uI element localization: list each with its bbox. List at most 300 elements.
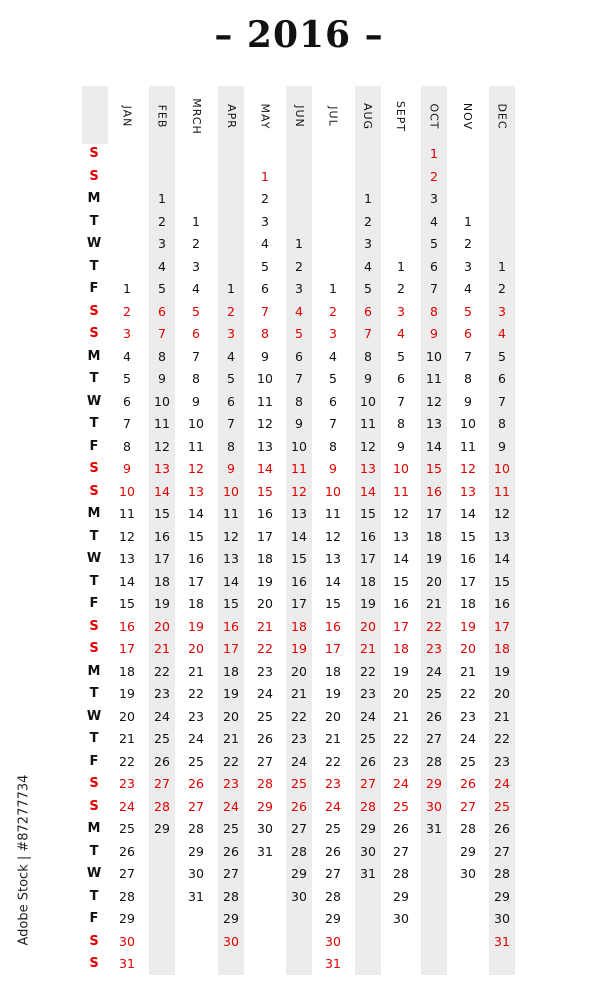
day-cell: 16 xyxy=(393,596,409,611)
day-cell: 30 xyxy=(325,933,341,949)
day-cell: 13 xyxy=(460,483,476,499)
day-cell: 8 xyxy=(123,438,131,454)
day-cell: 23 xyxy=(154,686,170,701)
day-cell: 20 xyxy=(119,708,135,724)
weekday-label: W xyxy=(86,866,102,881)
day-cell: 14 xyxy=(426,438,442,454)
day-cell: 25 xyxy=(154,731,170,746)
day-cell: 20 xyxy=(257,596,273,611)
day-cell: 11 xyxy=(223,506,239,521)
day-cell: 10 xyxy=(426,348,442,364)
day-cell: 9 xyxy=(397,438,405,454)
day-cell: 16 xyxy=(291,573,307,589)
day-cell: 4 xyxy=(498,326,506,341)
day-cell: 9 xyxy=(192,393,200,409)
day-cell: 8 xyxy=(158,348,166,364)
day-cell: 6 xyxy=(158,303,166,319)
day-cell: 5 xyxy=(464,303,472,319)
day-cell: 20 xyxy=(426,573,442,589)
day-cell: 16 xyxy=(223,618,239,634)
day-cell: 26 xyxy=(154,753,170,769)
day-cell: 5 xyxy=(329,371,337,386)
day-cell: 30 xyxy=(223,933,239,949)
day-cell: 12 xyxy=(360,438,376,454)
day-cell: 5 xyxy=(123,371,131,386)
day-cell: 31 xyxy=(257,843,273,859)
day-cell: 10 xyxy=(325,483,341,499)
day-cell: 22 xyxy=(119,753,135,769)
day-cell: 4 xyxy=(295,303,303,319)
day-cell: 26 xyxy=(360,753,376,769)
day-cell: 28 xyxy=(460,821,476,836)
day-cell: 26 xyxy=(188,776,204,791)
day-cell: 19 xyxy=(494,663,510,679)
day-cell: 23 xyxy=(360,686,376,701)
day-cell: 24 xyxy=(223,798,239,814)
day-cell: 1 xyxy=(158,191,166,206)
day-cell: 25 xyxy=(426,686,442,701)
day-cell: 24 xyxy=(291,753,307,769)
day-cell: 12 xyxy=(257,416,273,431)
weekday-label: T xyxy=(89,213,99,229)
day-cell: 6 xyxy=(397,371,405,386)
day-cell: 24 xyxy=(257,686,273,701)
weekday-label: S xyxy=(89,776,99,791)
day-cell: 19 xyxy=(325,686,341,701)
weekday-label: T xyxy=(89,573,99,589)
day-cell: 14 xyxy=(154,483,170,499)
day-cell: 29 xyxy=(188,843,204,859)
day-cell: 1 xyxy=(464,213,472,229)
weekday-label: S xyxy=(89,303,99,319)
day-cell: 7 xyxy=(123,416,131,431)
weekday-label: F xyxy=(89,438,99,454)
day-cell: 14 xyxy=(223,573,239,589)
day-cell: 18 xyxy=(460,596,476,611)
day-cell: 2 xyxy=(261,191,269,206)
day-cell: 13 xyxy=(325,551,341,566)
day-cell: 9 xyxy=(364,371,372,386)
weekday-label: M xyxy=(87,348,101,364)
weekday-label: S xyxy=(89,798,99,814)
day-cell: 13 xyxy=(223,551,239,566)
day-cell: 28 xyxy=(257,776,273,791)
day-cell: 9 xyxy=(227,461,235,476)
day-cell: 27 xyxy=(188,798,204,814)
day-cell: 22 xyxy=(460,686,476,701)
day-cell: 30 xyxy=(393,911,409,926)
day-cell: 23 xyxy=(119,776,135,791)
day-cell: 22 xyxy=(393,731,409,746)
weekday-label: S xyxy=(89,956,99,971)
weekday-column-band xyxy=(82,86,108,144)
day-cell: 13 xyxy=(291,506,307,521)
day-cell: 9 xyxy=(430,326,438,341)
day-cell: 16 xyxy=(257,506,273,521)
day-cell: 8 xyxy=(397,416,405,431)
day-cell: 18 xyxy=(494,641,510,656)
day-cell: 13 xyxy=(494,528,510,544)
day-cell: 24 xyxy=(154,708,170,724)
day-cell: 23 xyxy=(325,776,341,791)
day-cell: 1 xyxy=(123,281,131,296)
weekday-label: T xyxy=(89,371,99,386)
day-cell: 17 xyxy=(494,618,510,634)
weekday-label: F xyxy=(89,281,99,296)
day-cell: 11 xyxy=(119,506,135,521)
day-cell: 3 xyxy=(192,258,200,274)
weekday-label: T xyxy=(89,416,99,431)
day-cell: 28 xyxy=(393,866,409,881)
day-cell: 20 xyxy=(154,618,170,634)
day-cell: 20 xyxy=(291,663,307,679)
day-cell: 7 xyxy=(227,416,235,431)
day-cell: 23 xyxy=(460,708,476,724)
day-cell: 14 xyxy=(257,461,273,476)
day-cell: 17 xyxy=(325,641,341,656)
day-cell: 5 xyxy=(158,281,166,296)
day-cell: 10 xyxy=(188,416,204,431)
day-cell: 22 xyxy=(426,618,442,634)
day-cell: 7 xyxy=(498,393,506,409)
day-cell: 23 xyxy=(291,731,307,746)
day-cell: 5 xyxy=(397,348,405,364)
day-cell: 7 xyxy=(261,303,269,319)
day-cell: 24 xyxy=(460,731,476,746)
day-cell: 15 xyxy=(360,506,376,521)
day-cell: 10 xyxy=(460,416,476,431)
day-cell: 25 xyxy=(460,753,476,769)
day-cell: 16 xyxy=(119,618,135,634)
day-cell: 2 xyxy=(397,281,405,296)
day-cell: 5 xyxy=(192,303,200,319)
day-cell: 29 xyxy=(360,821,376,836)
day-cell: 2 xyxy=(464,236,472,251)
day-cell: 24 xyxy=(188,731,204,746)
weekday-label: T xyxy=(89,686,99,701)
day-cell: 8 xyxy=(498,416,506,431)
day-cell: 26 xyxy=(460,776,476,791)
day-cell: 1 xyxy=(192,213,200,229)
day-cell: 28 xyxy=(188,821,204,836)
day-cell: 8 xyxy=(192,371,200,386)
day-cell: 31 xyxy=(426,821,442,836)
day-cell: 19 xyxy=(291,641,307,656)
day-cell: 6 xyxy=(261,281,269,296)
day-cell: 11 xyxy=(291,461,307,476)
day-cell: 18 xyxy=(119,663,135,679)
day-cell: 3 xyxy=(329,326,337,341)
day-cell: 28 xyxy=(360,798,376,814)
day-cell: 2 xyxy=(430,168,438,184)
day-cell: 4 xyxy=(364,258,372,274)
day-cell: 20 xyxy=(494,686,510,701)
day-cell: 1 xyxy=(329,281,337,296)
day-cell: 26 xyxy=(223,843,239,859)
weekday-label: T xyxy=(89,888,99,904)
weekday-label: S xyxy=(89,326,99,341)
day-cell: 29 xyxy=(257,798,273,814)
day-cell: 14 xyxy=(325,573,341,589)
day-cell: 7 xyxy=(464,348,472,364)
day-cell: 26 xyxy=(291,798,307,814)
day-cell: 11 xyxy=(188,438,204,454)
day-cell: 4 xyxy=(430,213,438,229)
day-cell: 25 xyxy=(494,798,510,814)
day-cell: 25 xyxy=(257,708,273,724)
day-cell: 6 xyxy=(295,348,303,364)
day-cell: 4 xyxy=(158,258,166,274)
day-cell: 1 xyxy=(498,258,506,274)
day-cell: 15 xyxy=(257,483,273,499)
day-cell: 12 xyxy=(154,438,170,454)
day-cell: 18 xyxy=(223,663,239,679)
day-cell: 4 xyxy=(329,348,337,364)
day-cell: 20 xyxy=(393,686,409,701)
day-cell: 3 xyxy=(261,213,269,229)
weekday-label: T xyxy=(89,731,99,746)
day-cell: 10 xyxy=(154,393,170,409)
day-cell: 15 xyxy=(119,596,135,611)
month-header-feb: FEB xyxy=(155,104,169,128)
day-cell: 28 xyxy=(119,888,135,904)
day-cell: 4 xyxy=(464,281,472,296)
day-cell: 4 xyxy=(123,348,131,364)
day-cell: 1 xyxy=(261,168,269,184)
day-cell: 5 xyxy=(430,236,438,251)
day-cell: 25 xyxy=(223,821,239,836)
day-cell: 26 xyxy=(426,708,442,724)
day-cell: 18 xyxy=(393,641,409,656)
day-cell: 14 xyxy=(393,551,409,566)
day-cell: 27 xyxy=(291,821,307,836)
day-cell: 7 xyxy=(397,393,405,409)
day-cell: 13 xyxy=(154,461,170,476)
month-header-sept: SEPT xyxy=(394,100,408,132)
day-cell: 12 xyxy=(223,528,239,544)
day-cell: 1 xyxy=(430,146,438,161)
day-cell: 19 xyxy=(257,573,273,589)
day-cell: 22 xyxy=(154,663,170,679)
day-cell: 3 xyxy=(430,191,438,206)
day-cell: 24 xyxy=(393,776,409,791)
day-cell: 20 xyxy=(223,708,239,724)
day-cell: 28 xyxy=(291,843,307,859)
weekday-label: F xyxy=(89,911,99,926)
day-cell: 28 xyxy=(154,798,170,814)
day-cell: 19 xyxy=(426,551,442,566)
day-cell: 8 xyxy=(364,348,372,364)
day-cell: 31 xyxy=(325,956,341,971)
month-header-jun: JUN xyxy=(292,104,306,128)
day-cell: 13 xyxy=(426,416,442,431)
month-header-apr: APR xyxy=(224,103,238,129)
day-cell: 23 xyxy=(494,753,510,769)
day-cell: 1 xyxy=(295,236,303,251)
weekday-label: W xyxy=(86,393,102,409)
day-cell: 10 xyxy=(360,393,376,409)
day-cell: 19 xyxy=(393,663,409,679)
day-cell: 9 xyxy=(329,461,337,476)
day-cell: 25 xyxy=(188,753,204,769)
day-cell: 26 xyxy=(393,821,409,836)
day-cell: 8 xyxy=(261,326,269,341)
day-cell: 17 xyxy=(119,641,135,656)
weekday-label: M xyxy=(87,191,101,206)
day-cell: 11 xyxy=(257,393,273,409)
day-cell: 24 xyxy=(426,663,442,679)
day-cell: 28 xyxy=(494,866,510,881)
day-cell: 10 xyxy=(291,438,307,454)
day-cell: 19 xyxy=(188,618,204,634)
day-cell: 26 xyxy=(325,843,341,859)
day-cell: 2 xyxy=(329,303,337,319)
day-cell: 15 xyxy=(426,461,442,476)
day-cell: 7 xyxy=(364,326,372,341)
day-cell: 21 xyxy=(257,618,273,634)
day-cell: 13 xyxy=(188,483,204,499)
day-cell: 18 xyxy=(360,573,376,589)
day-cell: 6 xyxy=(498,371,506,386)
day-cell: 7 xyxy=(430,281,438,296)
day-cell: 25 xyxy=(291,776,307,791)
weekday-label: T xyxy=(89,258,99,274)
day-cell: 19 xyxy=(119,686,135,701)
weekday-label: S xyxy=(89,146,99,161)
day-cell: 13 xyxy=(393,528,409,544)
day-cell: 30 xyxy=(119,933,135,949)
day-cell: 15 xyxy=(460,528,476,544)
day-cell: 16 xyxy=(188,551,204,566)
day-cell: 8 xyxy=(295,393,303,409)
day-cell: 10 xyxy=(257,371,273,386)
day-cell: 25 xyxy=(119,821,135,836)
day-cell: 18 xyxy=(257,551,273,566)
day-cell: 18 xyxy=(291,618,307,634)
day-cell: 22 xyxy=(325,753,341,769)
day-cell: 1 xyxy=(364,191,372,206)
day-cell: 30 xyxy=(291,888,307,904)
day-cell: 15 xyxy=(188,528,204,544)
day-cell: 11 xyxy=(325,506,341,521)
day-cell: 3 xyxy=(123,326,131,341)
weekday-label: T xyxy=(89,528,99,544)
day-cell: 10 xyxy=(223,483,239,499)
day-cell: 21 xyxy=(494,708,510,724)
day-cell: 10 xyxy=(494,461,510,476)
day-cell: 7 xyxy=(192,348,200,364)
day-cell: 27 xyxy=(460,798,476,814)
day-cell: 15 xyxy=(494,573,510,589)
day-cell: 29 xyxy=(291,866,307,881)
day-cell: 23 xyxy=(257,663,273,679)
day-cell: 8 xyxy=(464,371,472,386)
day-cell: 26 xyxy=(119,843,135,859)
day-cell: 31 xyxy=(360,866,376,881)
day-cell: 8 xyxy=(430,303,438,319)
day-cell: 14 xyxy=(494,551,510,566)
day-cell: 14 xyxy=(291,528,307,544)
day-cell: 3 xyxy=(498,303,506,319)
weekday-label: M xyxy=(87,663,101,679)
day-cell: 21 xyxy=(393,708,409,724)
day-cell: 15 xyxy=(223,596,239,611)
day-cell: 3 xyxy=(397,303,405,319)
day-cell: 14 xyxy=(119,573,135,589)
day-cell: 14 xyxy=(360,483,376,499)
day-cell: 6 xyxy=(430,258,438,274)
day-cell: 30 xyxy=(257,821,273,836)
day-cell: 3 xyxy=(295,281,303,296)
day-cell: 22 xyxy=(494,731,510,746)
day-cell: 14 xyxy=(460,506,476,521)
day-cell: 7 xyxy=(158,326,166,341)
day-cell: 16 xyxy=(325,618,341,634)
day-cell: 3 xyxy=(364,236,372,251)
weekday-label: S xyxy=(89,168,99,184)
day-cell: 31 xyxy=(494,933,510,949)
day-cell: 16 xyxy=(360,528,376,544)
day-cell: 27 xyxy=(360,776,376,791)
day-cell: 9 xyxy=(123,461,131,476)
day-cell: 26 xyxy=(494,821,510,836)
day-cell: 20 xyxy=(360,618,376,634)
day-cell: 30 xyxy=(494,911,510,926)
day-cell: 2 xyxy=(192,236,200,251)
day-cell: 2 xyxy=(498,281,506,296)
day-cell: 4 xyxy=(227,348,235,364)
day-cell: 11 xyxy=(494,483,510,499)
day-cell: 25 xyxy=(360,731,376,746)
day-cell: 6 xyxy=(123,393,131,409)
day-cell: 29 xyxy=(426,776,442,791)
day-cell: 25 xyxy=(393,798,409,814)
day-cell: 5 xyxy=(364,281,372,296)
day-cell: 8 xyxy=(227,438,235,454)
month-header-aug: AUG xyxy=(361,102,375,130)
weekday-label: S xyxy=(89,618,99,634)
day-cell: 5 xyxy=(261,258,269,274)
day-cell: 29 xyxy=(494,888,510,904)
day-cell: 21 xyxy=(119,731,135,746)
day-cell: 16 xyxy=(494,596,510,611)
day-cell: 21 xyxy=(291,686,307,701)
day-cell: 20 xyxy=(188,641,204,656)
day-cell: 15 xyxy=(154,506,170,521)
weekday-label: W xyxy=(86,236,102,251)
day-cell: 21 xyxy=(325,731,341,746)
day-cell: 6 xyxy=(364,303,372,319)
day-cell: 29 xyxy=(223,911,239,926)
day-cell: 5 xyxy=(227,371,235,386)
day-cell: 30 xyxy=(426,798,442,814)
day-cell: 26 xyxy=(257,731,273,746)
day-cell: 21 xyxy=(460,663,476,679)
day-cell: 17 xyxy=(188,573,204,589)
day-cell: 24 xyxy=(119,798,135,814)
day-cell: 3 xyxy=(464,258,472,274)
day-cell: 9 xyxy=(295,416,303,431)
weekday-label: W xyxy=(86,551,102,566)
day-cell: 6 xyxy=(329,393,337,409)
month-header-dec: DEC xyxy=(495,102,509,130)
day-cell: 9 xyxy=(464,393,472,409)
day-cell: 22 xyxy=(223,753,239,769)
day-cell: 13 xyxy=(119,551,135,566)
day-cell: 24 xyxy=(494,776,510,791)
day-cell: 27 xyxy=(393,843,409,859)
day-cell: 23 xyxy=(426,641,442,656)
